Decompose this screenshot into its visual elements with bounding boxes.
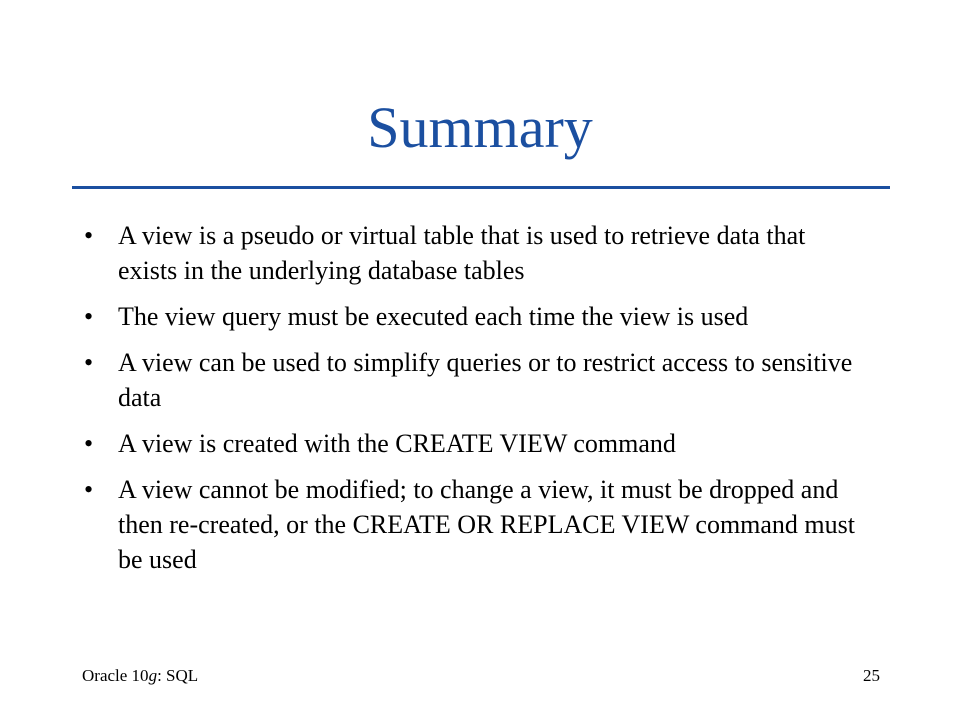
bullet-item — [80, 472, 860, 577]
bullet-item — [80, 299, 860, 334]
title-divider — [72, 186, 890, 189]
bullet-text: A view cannot be modified; to change a view, it must be dropped and then re-created, or the CREATE OR REPLACE VIEW command must be used — [118, 475, 856, 574]
bullet-text: The view query must be executed each time the view is used — [118, 302, 749, 331]
bullet-text: A view is created with the CREATE VIEW command — [118, 429, 676, 458]
footer-course-prefix: Oracle 10 — [82, 666, 149, 685]
bullet-text: A view is a pseudo or virtual table that is used to retrieve data that exists in the underlying database tables — [118, 221, 806, 285]
footer-course-suffix: : SQL — [157, 666, 199, 685]
slide-title: Summary — [367, 95, 593, 160]
bullet-item — [80, 218, 860, 288]
bullet-icon: • — [84, 302, 94, 331]
bullet-list — [80, 218, 860, 588]
footer-course-italic: g — [148, 666, 158, 685]
bullet-text: A view can be used to simplify queries or to restrict access to sensitive data — [118, 348, 853, 412]
bullet-icon: • — [84, 475, 94, 504]
page-number: 25 — [863, 666, 880, 685]
bullet-icon: • — [84, 429, 94, 458]
bullet-icon: • — [84, 221, 94, 250]
footer-course-label — [82, 666, 198, 686]
bullet-icon: • — [84, 348, 94, 377]
bullet-item — [80, 426, 860, 461]
bullet-item — [80, 345, 860, 415]
